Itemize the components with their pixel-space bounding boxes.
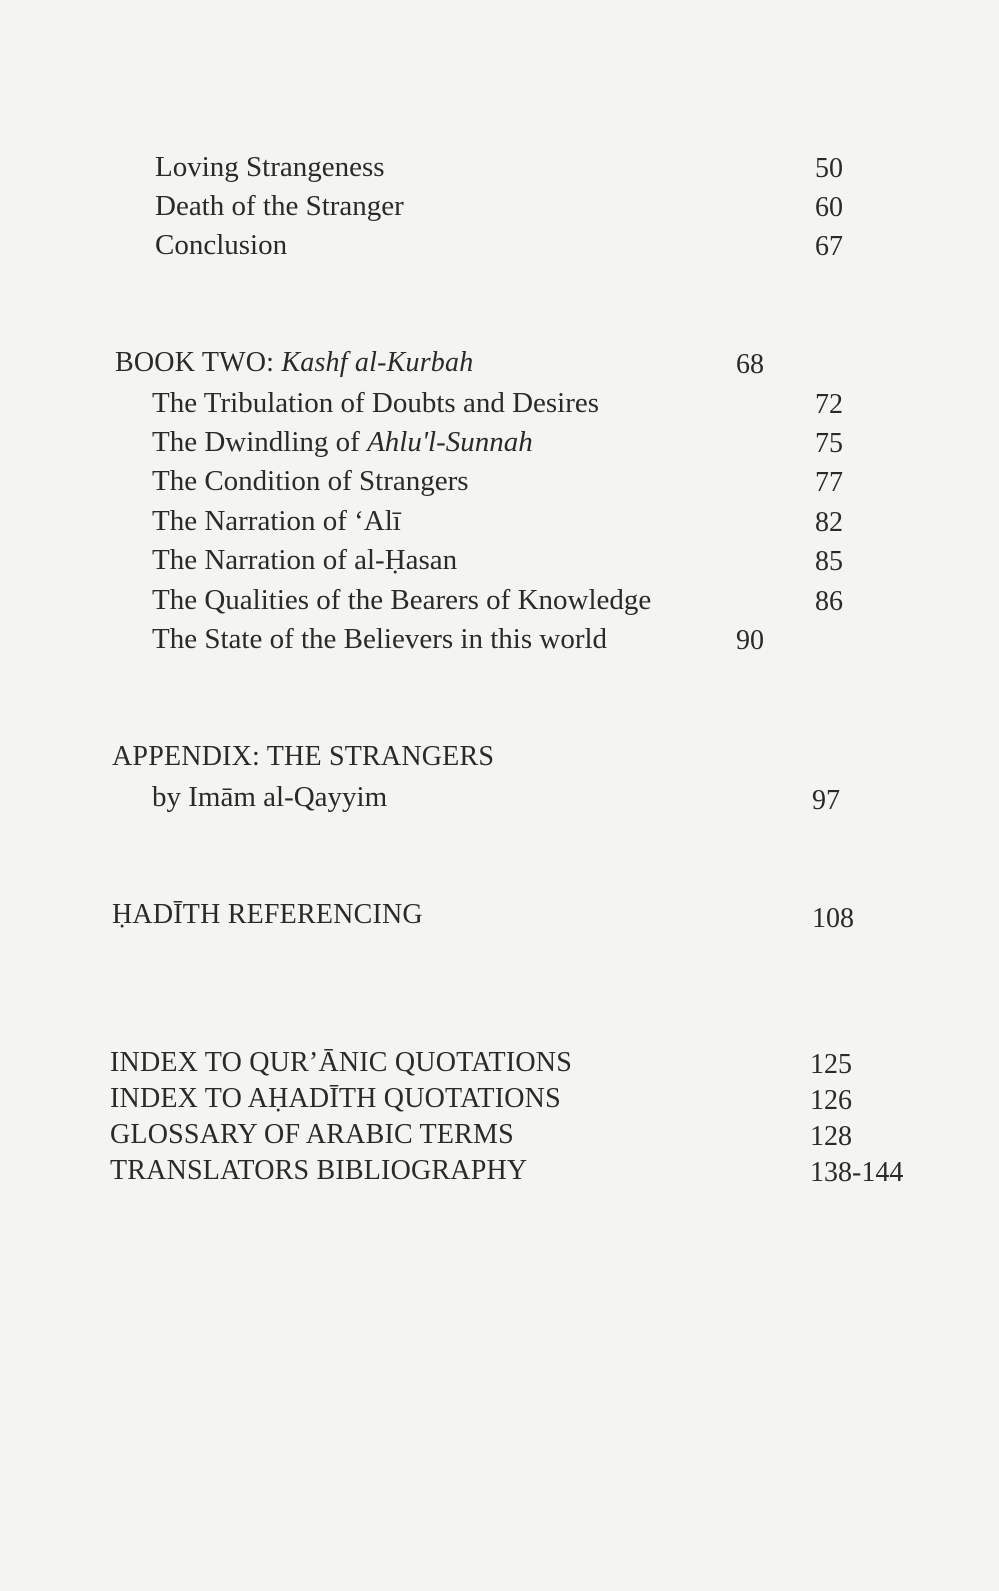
book-two-heading-title: Kashf al-Kurbah bbox=[281, 347, 474, 378]
toc-entry-page: 85 bbox=[815, 546, 843, 577]
hadith-referencing-heading: ḤADĪTH REFERENCING bbox=[112, 899, 423, 930]
index-entry-page: 138-144 bbox=[810, 1157, 904, 1188]
toc-entry-page: 90 bbox=[736, 625, 764, 656]
toc-entry-label-italic: Ahlu'l-Sunnah bbox=[367, 426, 533, 458]
hadith-referencing-page: 108 bbox=[812, 903, 854, 934]
toc-entry-page: 86 bbox=[815, 586, 843, 617]
appendix-heading: APPENDIX: THE STRANGERS bbox=[112, 741, 495, 772]
toc-entry-page: 50 bbox=[815, 153, 843, 184]
toc-entry-page: 77 bbox=[815, 467, 843, 498]
index-entry-label: INDEX TO AḤADĪTH QUOTATIONS bbox=[110, 1083, 561, 1114]
toc-entry-label: The State of the Believers in this world bbox=[152, 623, 608, 655]
toc-entry-page: 72 bbox=[815, 389, 843, 420]
toc-entry-label: The Condition of Strangers bbox=[152, 465, 469, 497]
toc-entry-label bbox=[152, 425, 533, 459]
index-entry-page: 126 bbox=[810, 1085, 852, 1116]
toc-entry-label-prefix: The Dwindling of bbox=[152, 426, 368, 458]
toc-entry-page: 82 bbox=[815, 507, 843, 538]
index-entry-label: GLOSSARY OF ARABIC TERMS bbox=[110, 1119, 514, 1150]
book-two-page: 68 bbox=[736, 349, 764, 380]
toc-entry-label: The Narration of ‘Alī bbox=[152, 505, 401, 537]
toc-entry-label: The Tribulation of Doubts and Desires bbox=[152, 387, 600, 419]
index-entry-label: INDEX TO QUR’ĀNIC QUOTATIONS bbox=[110, 1047, 572, 1078]
index-entry-page: 125 bbox=[810, 1049, 852, 1080]
book-two-heading bbox=[115, 346, 473, 380]
toc-entry-label: The Qualities of the Bearers of Knowledge bbox=[152, 584, 652, 616]
toc-entry-label: Loving Strangeness bbox=[155, 151, 385, 183]
toc-entry-label: Death of the Stranger bbox=[155, 190, 404, 222]
toc-entry-page: 75 bbox=[815, 428, 843, 459]
toc-entry-label: The Narration of al-Ḥasan bbox=[152, 544, 458, 576]
appendix-subline: by Imām al-Qayyim bbox=[152, 781, 388, 813]
appendix-page: 97 bbox=[812, 785, 840, 816]
toc-entry-label: Conclusion bbox=[155, 229, 288, 261]
toc-entry-page: 60 bbox=[815, 192, 843, 223]
toc-entry-page: 67 bbox=[815, 231, 843, 262]
index-entry-page: 128 bbox=[810, 1121, 852, 1152]
book-two-heading-prefix: BOOK TWO: bbox=[115, 347, 282, 378]
index-entry-label: TRANSLATORS BIBLIOGRAPHY bbox=[110, 1155, 528, 1186]
